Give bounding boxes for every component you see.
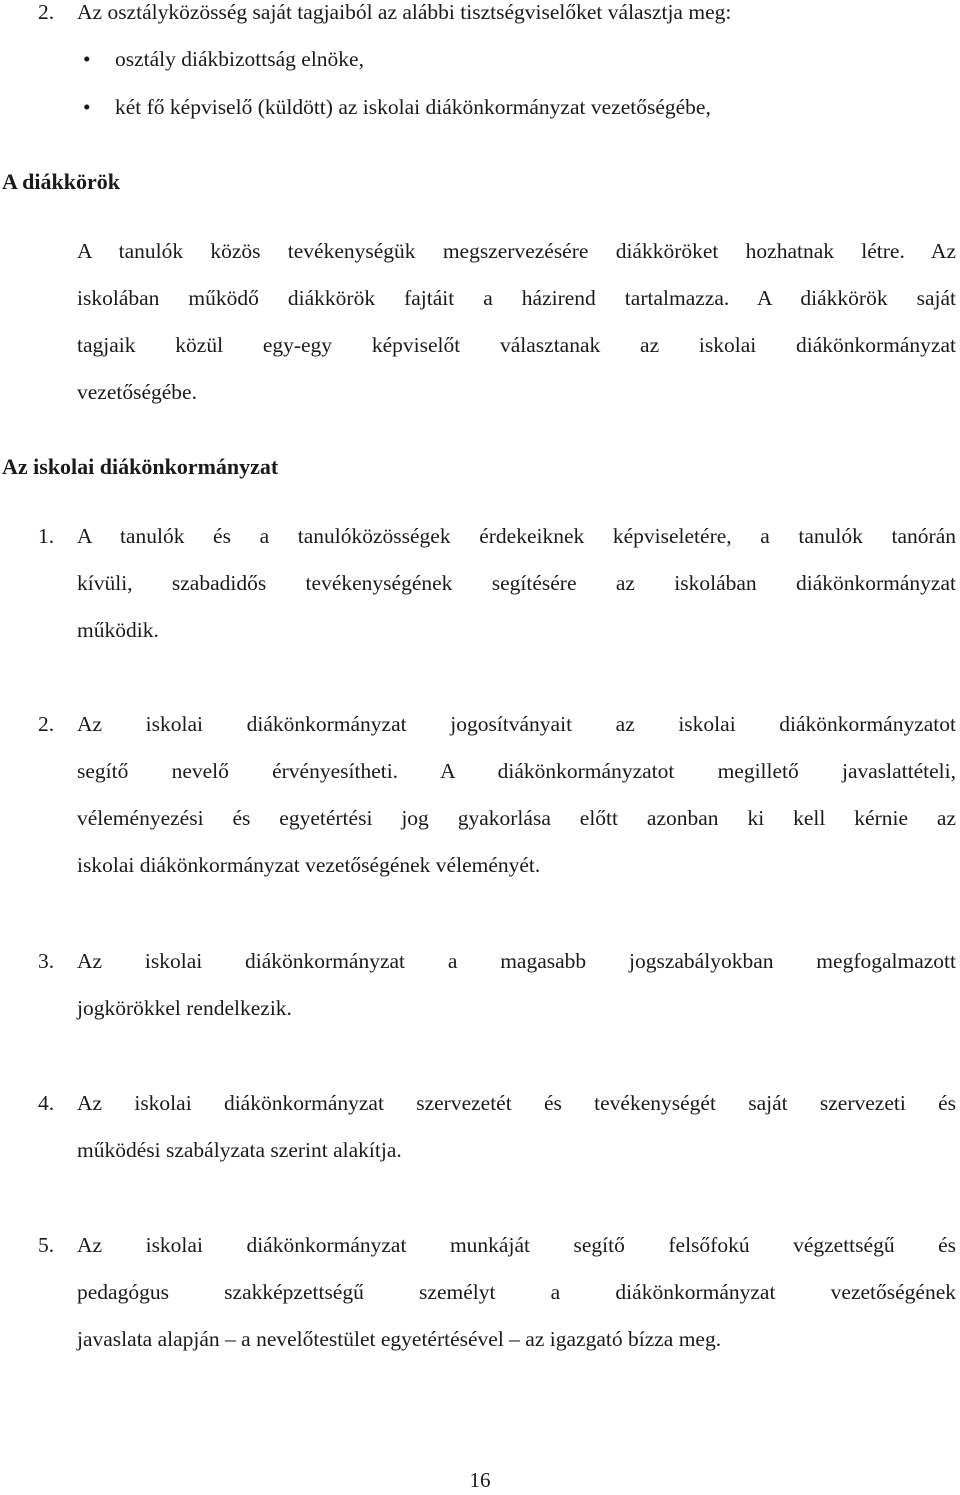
- section-heading-diakkorok: A diákkörök: [2, 169, 120, 194]
- paragraph-line: Az iskolai diákönkormányzat szervezetét és tevékenységét saját szervezeti és: [77, 1091, 956, 1115]
- list-item: [0, 1080, 960, 1174]
- list-number: 2.: [38, 0, 55, 24]
- paragraph-line: Az iskolai diákönkormányzat a magasabb jogszabályokban megfogalmazott: [77, 949, 956, 973]
- bullet-text: két fő képviselő (küldött) az iskolai diákönkormányzat vezetőségébe,: [115, 95, 711, 119]
- list-item: [0, 938, 960, 1032]
- list-item-text: Az osztályközösség saját tagjaiból az alábbi tisztségviselőket választja meg:: [77, 0, 732, 24]
- list-number: 3.: [38, 949, 55, 973]
- bullet-text: osztály diákbizottság elnöke,: [115, 47, 364, 71]
- list-number: 5.: [38, 1233, 55, 1257]
- paragraph-line: működik.: [77, 618, 159, 642]
- paragraph-line: Az iskolai diákönkormányzat jogosítványait az iskolai diákönkormányzatot: [77, 712, 956, 736]
- paragraph-line: jogkörökkel rendelkezik.: [77, 996, 292, 1020]
- bullet-item: [0, 84, 960, 131]
- list-item: [0, 1222, 960, 1363]
- list-item-2-top: [0, 0, 960, 36]
- bullet-icon: •: [83, 95, 91, 119]
- bullet-icon: •: [83, 47, 91, 71]
- paragraph-line: segítő nevelő érvényesítheti. A diákönkormányzatot megillető javaslattételi,: [77, 759, 956, 783]
- paragraph-line: vezetőségébe.: [77, 380, 197, 404]
- paragraph-line: működési szabályzata szerint alakítja.: [77, 1138, 402, 1162]
- paragraph-line: iskolában működő diákkörök fajtáit a házirend tartalmazza. A diákkörök saját: [77, 286, 956, 310]
- list-item: [0, 513, 960, 654]
- paragraph-diakkorok: [77, 228, 956, 416]
- list-number: 1.: [38, 524, 55, 548]
- paragraph-line: A tanulók és a tanulóközösségek érdekeiknek képviseletére, a tanulók tanórán: [77, 524, 956, 548]
- list-number: 4.: [38, 1091, 55, 1115]
- page-number: 16: [469, 1468, 491, 1492]
- paragraph-line: pedagógus szakképzettségű személyt a diákönkormányzat vezetőségének: [77, 1280, 956, 1304]
- paragraph-line: javaslata alapján – a nevelőtestület egyetértésével – az igazgató bízza meg.: [77, 1327, 722, 1351]
- paragraph-line: kívüli, szabadidős tevékenységének segítésére az iskolában diákönkormányzat: [77, 571, 956, 595]
- paragraph-line: Az iskolai diákönkormányzat munkáját segítő felsőfokú végzettségű és: [77, 1233, 956, 1257]
- paragraph-line: véleményezési és egyetértési jog gyakorlása előtt azonban ki kell kérnie az: [77, 806, 956, 830]
- paragraph-line: A tanulók közös tevékenységük megszervezésére diákköröket hozhatnak létre. Az: [77, 239, 956, 263]
- paragraph-line: tagjaik közül egy-egy képviselőt választanak az iskolai diákönkormányzat: [77, 333, 956, 357]
- list-number: 2.: [38, 712, 55, 736]
- bullet-item: [0, 36, 960, 83]
- paragraph-line: iskolai diákönkormányzat vezetőségének véleményét.: [77, 853, 541, 877]
- section-heading-dok: Az iskolai diákönkormányzat: [2, 454, 279, 479]
- list-item: [0, 701, 960, 889]
